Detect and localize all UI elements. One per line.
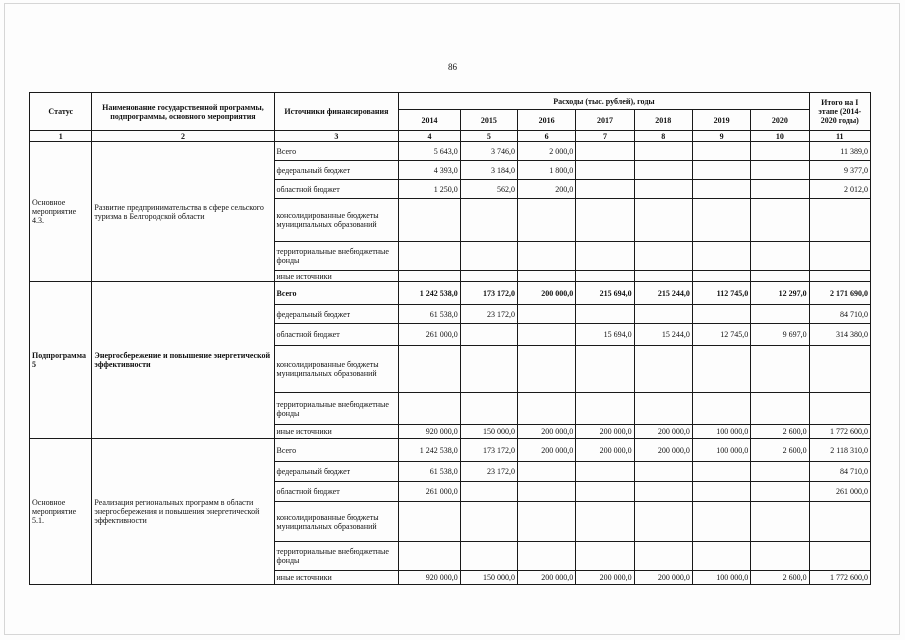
status-cell: Основное мероприятие 5.1.: [30, 439, 92, 585]
column-index-cell: 9: [692, 131, 750, 142]
expense-value-cell: [399, 242, 460, 271]
expense-value-cell: [692, 542, 750, 571]
expense-value-cell: [634, 161, 692, 180]
expense-value-cell: 200,0: [517, 180, 575, 199]
header-sources: Источники финансирования: [274, 93, 399, 131]
status-cell: Основное мероприятие 4.3.: [30, 142, 92, 282]
funding-source-cell: федеральный бюджет: [274, 305, 399, 324]
funding-source-cell: Всего: [274, 282, 399, 305]
expense-value-cell: 150 000,0: [460, 571, 517, 585]
funding-source-cell: иные источники: [274, 571, 399, 585]
expense-value-cell: 920 000,0: [399, 425, 460, 439]
expense-value-cell: 2 600,0: [751, 439, 809, 462]
expense-value-cell: [692, 142, 750, 161]
program-name-cell: Энергосбережение и повышение энергетической эффективности: [92, 282, 274, 439]
column-index-cell: 2: [92, 131, 274, 142]
expense-value-cell: [576, 180, 634, 199]
expense-value-cell: [634, 180, 692, 199]
expense-value-cell: [517, 305, 575, 324]
expense-value-cell: 15 244,0: [634, 324, 692, 346]
expense-value-cell: 12 297,0: [751, 282, 809, 305]
funding-source-cell: территориальные внебюджетные фонды: [274, 393, 399, 425]
expense-value-cell: [692, 199, 750, 242]
expense-value-cell: 2 000,0: [517, 142, 575, 161]
expense-value-cell: [576, 161, 634, 180]
column-index-cell: 11: [809, 131, 870, 142]
funding-source-cell: областной бюджет: [274, 482, 399, 502]
funding-source-cell: консолидированные бюджеты муниципальных образований: [274, 502, 399, 542]
expense-value-cell: [399, 346, 460, 393]
expense-value-cell: [751, 542, 809, 571]
expense-value-cell: [517, 542, 575, 571]
total-value-cell: 314 380,0: [809, 324, 870, 346]
expense-value-cell: 61 538,0: [399, 305, 460, 324]
expense-value-cell: 3 184,0: [460, 161, 517, 180]
expense-value-cell: 1 250,0: [399, 180, 460, 199]
expense-value-cell: 100 000,0: [692, 425, 750, 439]
expense-value-cell: 920 000,0: [399, 571, 460, 585]
expense-value-cell: 261 000,0: [399, 482, 460, 502]
expense-value-cell: 200 000,0: [576, 571, 634, 585]
expense-value-cell: 12 745,0: [692, 324, 750, 346]
total-value-cell: 9 377,0: [809, 161, 870, 180]
header-row-top: [30, 93, 871, 110]
expense-value-cell: 150 000,0: [460, 425, 517, 439]
table-row: [30, 439, 871, 462]
total-value-cell: [809, 199, 870, 242]
expense-value-cell: [576, 199, 634, 242]
expense-value-cell: [634, 462, 692, 482]
column-index-cell: 6: [517, 131, 575, 142]
expense-value-cell: [576, 346, 634, 393]
funding-source-cell: консолидированные бюджеты муниципальных образований: [274, 346, 399, 393]
expense-value-cell: [634, 393, 692, 425]
column-index-cell: 1: [30, 131, 92, 142]
funding-source-cell: федеральный бюджет: [274, 161, 399, 180]
expense-value-cell: 4 393,0: [399, 161, 460, 180]
expense-value-cell: [517, 324, 575, 346]
expense-value-cell: [692, 161, 750, 180]
expense-value-cell: [517, 462, 575, 482]
total-value-cell: 2 118 310,0: [809, 439, 870, 462]
expense-value-cell: [692, 462, 750, 482]
funding-source-cell: консолидированные бюджеты муниципальных образований: [274, 199, 399, 242]
funding-source-cell: территориальные внебюджетные фонды: [274, 542, 399, 571]
expense-value-cell: 100 000,0: [692, 439, 750, 462]
expense-value-cell: [751, 502, 809, 542]
expense-value-cell: [634, 346, 692, 393]
expense-value-cell: [576, 271, 634, 282]
expense-value-cell: 5 643,0: [399, 142, 460, 161]
expense-value-cell: [576, 242, 634, 271]
expense-value-cell: [692, 482, 750, 502]
expense-value-cell: 1 242 538,0: [399, 282, 460, 305]
expense-value-cell: [399, 393, 460, 425]
funding-source-cell: Всего: [274, 439, 399, 462]
expense-value-cell: [460, 242, 517, 271]
expense-value-cell: [634, 242, 692, 271]
expense-value-cell: 215 244,0: [634, 282, 692, 305]
expense-value-cell: 1 800,0: [517, 161, 575, 180]
header-year: 2017: [576, 110, 634, 131]
expense-value-cell: [634, 199, 692, 242]
total-value-cell: [809, 542, 870, 571]
header-expenses: Расходы (тыс. рублей), годы: [399, 93, 809, 110]
expense-value-cell: [751, 482, 809, 502]
expense-value-cell: 200 000,0: [517, 282, 575, 305]
header-year: 2018: [634, 110, 692, 131]
expense-value-cell: 215 694,0: [576, 282, 634, 305]
expense-value-cell: [576, 502, 634, 542]
header-year: 2020: [751, 110, 809, 131]
expense-value-cell: 100 000,0: [692, 571, 750, 585]
funding-source-cell: иные источники: [274, 271, 399, 282]
program-name-cell: Развитие предпринимательства в сфере сельского туризма в Белгородской области: [92, 142, 274, 282]
column-index-cell: 4: [399, 131, 460, 142]
expense-value-cell: 3 746,0: [460, 142, 517, 161]
total-value-cell: [809, 242, 870, 271]
funding-source-cell: федеральный бюджет: [274, 462, 399, 482]
expense-value-cell: [751, 180, 809, 199]
expense-value-cell: 200 000,0: [634, 425, 692, 439]
expense-value-cell: [692, 242, 750, 271]
expense-value-cell: [692, 180, 750, 199]
expense-value-cell: [692, 346, 750, 393]
total-value-cell: 1 772 600,0: [809, 571, 870, 585]
expense-value-cell: 200 000,0: [576, 425, 634, 439]
expense-value-cell: [399, 502, 460, 542]
header-total: Итого на I этапе (2014-2020 годы): [809, 93, 870, 131]
expense-value-cell: [751, 346, 809, 393]
expense-value-cell: 200 000,0: [517, 439, 575, 462]
expense-value-cell: [399, 542, 460, 571]
expense-value-cell: 562,0: [460, 180, 517, 199]
expense-value-cell: [517, 482, 575, 502]
total-value-cell: [809, 346, 870, 393]
total-value-cell: 84 710,0: [809, 462, 870, 482]
funding-source-cell: территориальные внебюджетные фонды: [274, 242, 399, 271]
expense-value-cell: [576, 462, 634, 482]
expense-value-cell: [751, 393, 809, 425]
expense-value-cell: 61 538,0: [399, 462, 460, 482]
column-index-cell: 3: [274, 131, 399, 142]
column-index-cell: 5: [460, 131, 517, 142]
expense-value-cell: [517, 271, 575, 282]
expense-value-cell: [460, 324, 517, 346]
expense-value-cell: [517, 502, 575, 542]
expense-value-cell: [751, 305, 809, 324]
total-value-cell: 2 171 690,0: [809, 282, 870, 305]
expense-value-cell: 200 000,0: [517, 425, 575, 439]
column-index-cell: 8: [634, 131, 692, 142]
expense-value-cell: 1 242 538,0: [399, 439, 460, 462]
expense-value-cell: [576, 305, 634, 324]
expense-value-cell: [751, 462, 809, 482]
expense-value-cell: [634, 542, 692, 571]
expense-value-cell: [751, 271, 809, 282]
expense-value-cell: [517, 242, 575, 271]
status-cell: Подпрограмма 5: [30, 282, 92, 439]
total-value-cell: [809, 502, 870, 542]
header-year: 2014: [399, 110, 460, 131]
expense-value-cell: [751, 242, 809, 271]
expense-value-cell: [460, 393, 517, 425]
total-value-cell: 1 772 600,0: [809, 425, 870, 439]
budget-table: [29, 92, 871, 585]
expense-value-cell: 173 172,0: [460, 439, 517, 462]
funding-source-cell: иные источники: [274, 425, 399, 439]
expense-value-cell: [692, 271, 750, 282]
column-index-cell: 10: [751, 131, 809, 142]
header-year: 2015: [460, 110, 517, 131]
expense-value-cell: [460, 271, 517, 282]
expense-value-cell: [576, 542, 634, 571]
expense-value-cell: [517, 199, 575, 242]
expense-value-cell: 2 600,0: [751, 571, 809, 585]
expense-value-cell: [460, 542, 517, 571]
expense-value-cell: [634, 502, 692, 542]
expense-value-cell: 9 697,0: [751, 324, 809, 346]
expense-value-cell: 15 694,0: [576, 324, 634, 346]
expense-value-cell: [576, 393, 634, 425]
expense-value-cell: [634, 482, 692, 502]
expense-value-cell: 200 000,0: [634, 439, 692, 462]
table-row: [30, 282, 871, 305]
expense-value-cell: [517, 346, 575, 393]
header-name: Наименование государственной программы, подпрограммы, основного мероприятия: [92, 93, 274, 131]
expense-value-cell: [751, 161, 809, 180]
expense-value-cell: [517, 393, 575, 425]
expense-value-cell: [399, 199, 460, 242]
expense-value-cell: 261 000,0: [399, 324, 460, 346]
header-year: 2019: [692, 110, 750, 131]
expense-value-cell: [634, 142, 692, 161]
expense-value-cell: [751, 199, 809, 242]
total-value-cell: 11 389,0: [809, 142, 870, 161]
funding-source-cell: Всего: [274, 142, 399, 161]
expense-value-cell: 23 172,0: [460, 305, 517, 324]
expense-value-cell: [634, 305, 692, 324]
expense-value-cell: [692, 305, 750, 324]
expense-value-cell: 112 745,0: [692, 282, 750, 305]
column-index-cell: 7: [576, 131, 634, 142]
expense-value-cell: 200 000,0: [634, 571, 692, 585]
expense-value-cell: [460, 502, 517, 542]
expense-value-cell: [460, 482, 517, 502]
program-name-cell: Реализация региональных программ в области энергосбережения и повышения энергетической эффективности: [92, 439, 274, 585]
expense-value-cell: [576, 142, 634, 161]
expense-value-cell: [751, 142, 809, 161]
total-value-cell: 2 012,0: [809, 180, 870, 199]
expense-value-cell: [576, 482, 634, 502]
total-value-cell: [809, 271, 870, 282]
header-year: 2016: [517, 110, 575, 131]
total-value-cell: [809, 393, 870, 425]
total-value-cell: 261 000,0: [809, 482, 870, 502]
funding-source-cell: областной бюджет: [274, 180, 399, 199]
expense-value-cell: 200 000,0: [576, 439, 634, 462]
funding-source-cell: областной бюджет: [274, 324, 399, 346]
expense-value-cell: 200 000,0: [517, 571, 575, 585]
header-status: Статус: [30, 93, 92, 131]
expense-value-cell: 23 172,0: [460, 462, 517, 482]
expense-value-cell: [634, 271, 692, 282]
header-row-index: [30, 131, 871, 142]
expense-value-cell: 2 600,0: [751, 425, 809, 439]
expense-value-cell: [399, 271, 460, 282]
page-number: 86: [448, 62, 457, 72]
expense-value-cell: [692, 502, 750, 542]
table-row: [30, 142, 871, 161]
expense-value-cell: [692, 393, 750, 425]
expense-value-cell: [460, 199, 517, 242]
total-value-cell: 84 710,0: [809, 305, 870, 324]
expense-value-cell: [460, 346, 517, 393]
expense-value-cell: 173 172,0: [460, 282, 517, 305]
